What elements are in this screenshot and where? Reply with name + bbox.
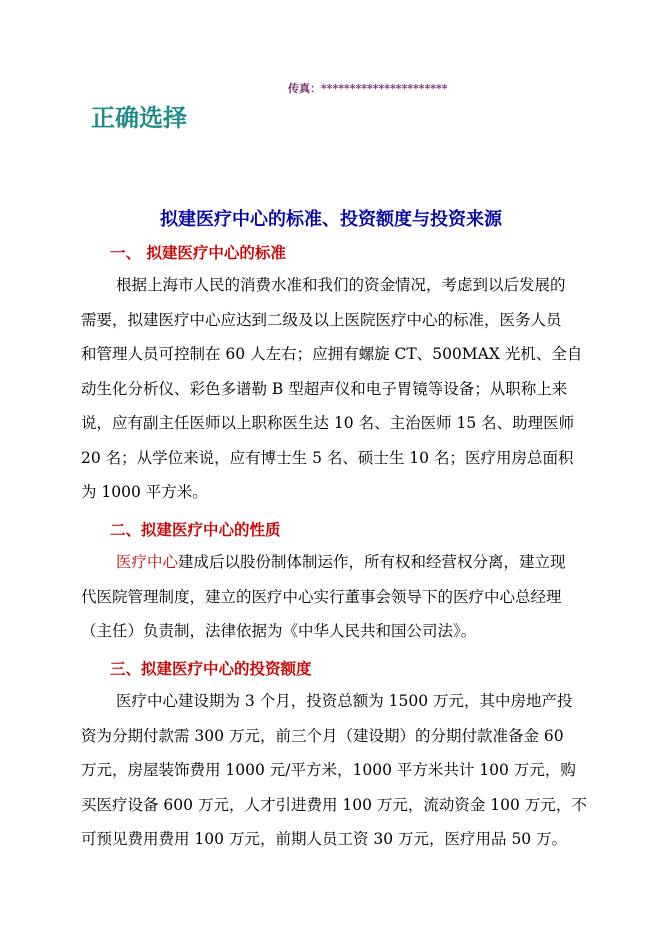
- paragraph-line: [81, 545, 601, 580]
- fax-label: 传真：: [288, 82, 321, 95]
- fax-value: **********************: [321, 82, 448, 95]
- section-body-standard: [81, 268, 601, 510]
- section-heading-investment: 三、拟建医疗中心的投资额度: [110, 659, 312, 678]
- document-title: 拟建医疗中心的标准、投资额度与投资来源: [160, 209, 502, 230]
- paragraph-line: 和管理人员可控制在 60 人左右；应拥有螺旋 CT、500MAX 光机、全自: [81, 345, 583, 363]
- section-heading-nature: 二、拟建医疗中心的性质: [110, 520, 281, 539]
- section-body-investment: [81, 684, 601, 857]
- paragraph-line: 医疗中心建设期为 3 个月，投资总额为 1500 万元，其中房地产投: [116, 692, 573, 710]
- paragraph-line: 买医疗设备 600 万元，人才引进费用 100 万元，流动资金 100 万元，不: [81, 795, 587, 814]
- paragraph-line: （主任）负责制，法律依据为《中华人民共和国公司法》。: [81, 622, 477, 640]
- section-heading-standard: 一、 拟建医疗中心的标准: [110, 243, 286, 262]
- paragraph-line: 可预见费用费用 100 万元，前期人员工资 30 万元，医疗用品 50 万。: [81, 830, 568, 848]
- paragraph-line: 资为分期付款需 300 万元，前三个月（建设期）的分期付款准备金 60: [81, 726, 564, 745]
- section-body-nature: [81, 545, 601, 649]
- paragraph-line: 20 名；从学位来说，应有博士生 5 名、硕士生 10 名；医疗用房总面积: [81, 448, 574, 467]
- paragraph-line: 为 1000 平方米。: [81, 483, 208, 501]
- paragraph-line: 万元，房屋装饰费用 1000 元/平方米，1000 平方米共计 100 万元，购: [81, 761, 576, 779]
- paragraph-line: 代医院管理制度，建立的医疗中心实行董事会领导下的医疗中心总经理: [81, 587, 562, 606]
- paragraph-line: 动生化分析仪、彩色多谱勒 B 型超声仪和电子胃镜等设备；从职称上来: [81, 379, 568, 398]
- paragraph-line: 根据上海市人民的消费水准和我们的资金情况，考虑到以后发展的: [116, 276, 566, 294]
- paragraph-line: 需要，拟建医疗中心应达到二级及以上医院医疗中心的标准，医务人员: [81, 310, 562, 329]
- highlight-term: 医疗中心: [116, 553, 179, 571]
- paragraph-text: 建成后以股份制体制运作，所有权和经营权分离，建立现: [178, 553, 566, 571]
- fax-line: [288, 80, 448, 96]
- paragraph-line: 说，应有副主任医师以上职称医生达 10 名、主治医师 15 名、助理医师: [81, 414, 575, 432]
- brand-slogan: 正确选择: [91, 103, 187, 132]
